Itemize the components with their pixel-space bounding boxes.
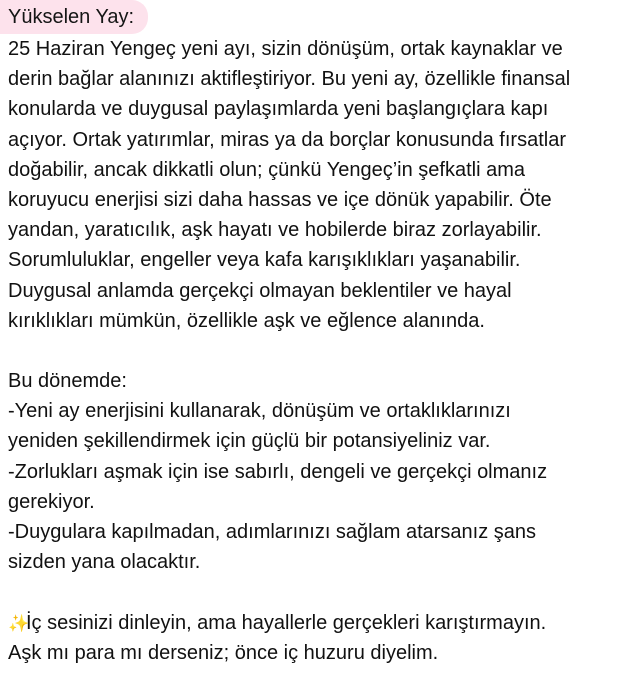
intro-line: Duygusal anlamda gerçekçi olmayan beklentiler ve hayal: [8, 279, 512, 302]
intro-line: yandan, yaratıcılık, aşk hayatı ve hobilerde biraz zorlayabilir.: [8, 219, 542, 242]
period-line: yeniden şekillendirmek için güçlü bir potansiyeliniz var.: [8, 430, 491, 453]
intro-line: derin bağlar alanınızı aktifleştiriyor. Bu yeni ay, özellikle finansal: [8, 68, 571, 91]
intro-line: açıyor. Ortak yatırımlar, miras ya da borçlar konusunda fırsatlar: [8, 128, 566, 151]
paragraph-spacer: [8, 336, 620, 366]
intro-line: konularda ve duygusal paylaşımlarda yeni başlangıçlara kapı: [8, 98, 549, 121]
period-line: sizden yana olacaktır.: [8, 551, 201, 574]
page-title: Yükselen Yay:: [8, 6, 135, 28]
intro-line: 25 Haziran Yengeç yeni ayı, sizin dönüşüm, ortak kaynaklar ve: [8, 38, 563, 60]
intro-line: Sorumluluklar, engeller veya kafa karışıklıkları yaşanabilir.: [8, 249, 521, 272]
closing-line-1: [8, 608, 620, 638]
intro-line: kırıklıkları mümkün, özellikle aşk ve eğlence alanında.: [8, 309, 485, 332]
sparkles-icon: ✨: [8, 613, 30, 633]
paragraph-spacer: [8, 577, 620, 607]
closing-line-2: Aşk mı para mı derseniz; önce iç huzuru diyelim.: [8, 641, 439, 664]
title-highlight: [0, 0, 148, 34]
closing-text-1: İç sesinizi dinleyin, ama hayallerle gerçekleri karıştırmayın.: [26, 611, 547, 634]
period-section: [8, 366, 620, 577]
document-body: [8, 34, 620, 668]
period-line: -Duygulara kapılmadan, adımlarınızı sağlam atarsanız şans: [8, 521, 537, 543]
closing-paragraph: [8, 608, 620, 668]
period-line: gerekiyor.: [8, 490, 95, 513]
period-line: -Zorlukları aşmak için ise sabırlı, dengeli ve gerçekçi olmanız: [8, 460, 548, 483]
intro-line: koruyucu enerjisi sizi daha hassas ve içe dönük yapabilir. Öte: [8, 188, 552, 211]
period-heading: Bu dönemde:: [8, 370, 127, 393]
intro-paragraph: [8, 34, 620, 336]
period-line: -Yeni ay enerjisini kullanarak, dönüşüm ve ortaklıklarınızı: [8, 400, 511, 423]
intro-line: doğabilir, ancak dikkatli olun; çünkü Yengeç’in şefkatli ama: [8, 158, 525, 181]
